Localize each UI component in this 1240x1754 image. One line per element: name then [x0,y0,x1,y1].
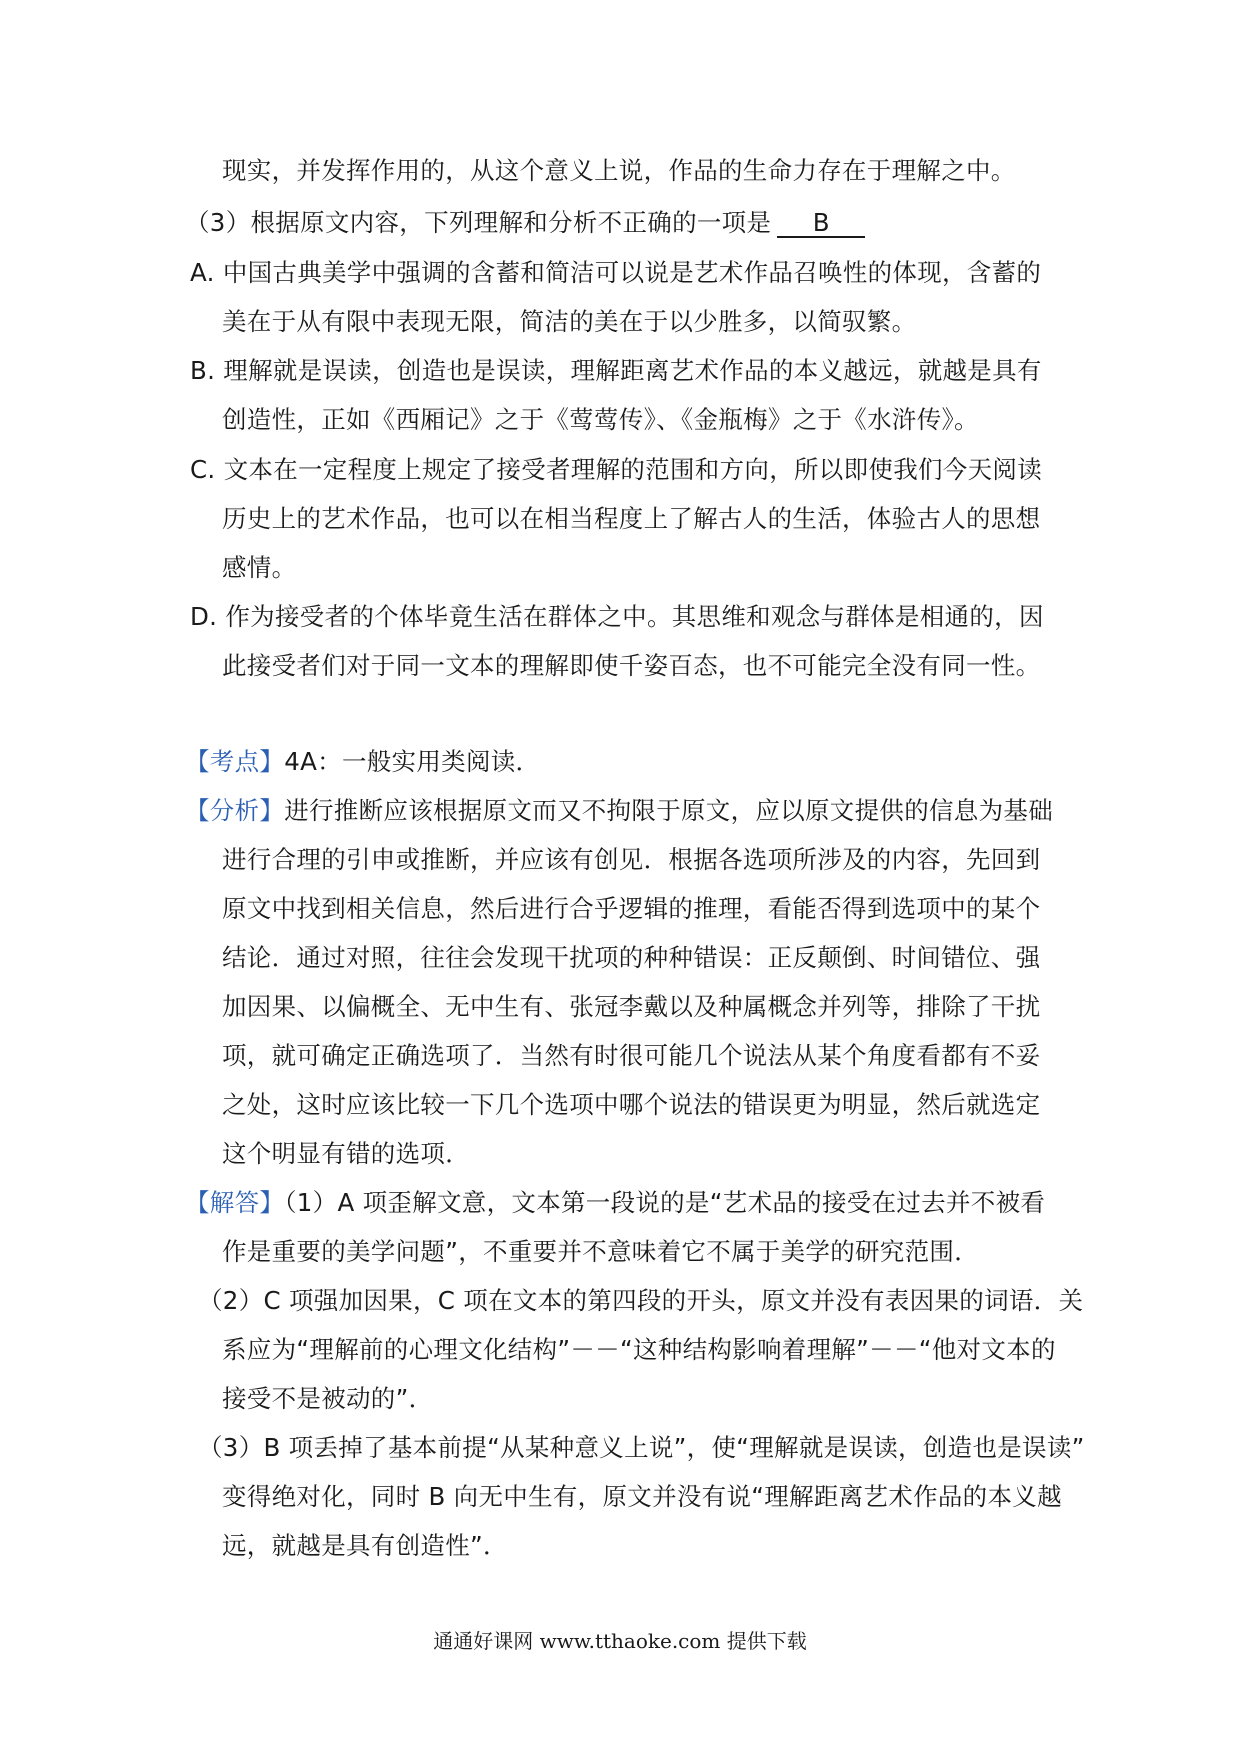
fenxi-line-7: 之处，这时应该比较一下几个选项中哪个说法的错误更为明显，然后就选定 [222,1090,1041,1119]
kaodian-section [185,746,540,778]
option-c-line-3: 感情。 [222,553,297,582]
option-b-text-1: 理解就是误读，创造也是误读，理解距离艺术作品的本义越远，就越是具有 [223,356,1042,385]
jieda-line-8: 远，就越是具有创造性”． [222,1531,508,1560]
jieda-line-3: （2）C 项强加因果，C 项在文本的第四段的开头，原文并没有表因果的词语．关 [198,1286,1084,1315]
kaodian-text: 4A：一般实用类阅读． [284,747,541,776]
jieda-line-7: 变得绝对化，同时 B 向无中生有，原文并没有说“理解距离艺术作品的本义越 [222,1482,1062,1511]
option-c-label: C. [190,455,216,484]
option-d-line-1 [190,601,1044,633]
jieda-line-2: 作是重要的美学问题”，不重要并不意味着它不属于美学的研究范围． [222,1237,979,1266]
option-a-line-2: 美在于从有限中表现无限，简洁的美在于以少胜多，以简驭繁。 [222,307,917,336]
kaodian-tag: 【考点】 [185,747,285,776]
jieda-line-4: 系应为“理解前的心理文化结构”－－“这种结构影响着理解”－－“他对文本的 [222,1335,1056,1364]
option-a-label: A. [190,258,215,287]
intro-line: 现实，并发挥作用的，从这个意义上说，作品的生命力存在于理解之中。 [222,156,1016,185]
fenxi-line-1 [185,795,1053,827]
option-c-line-2: 历史上的艺术作品，也可以在相当程度上了解古人的生活，体验古人的思想 [222,504,1041,533]
jieda-line-6: （3）B 项丢掉了基本前提“从某种意义上说”，使“理解就是误读，创造也是误读” [198,1433,1085,1462]
fenxi-line-2: 进行合理的引申或推断，并应该有创见．根据各选项所涉及的内容，先回到 [222,845,1041,874]
option-d-label: D. [190,602,218,631]
answer-blank: B [777,210,865,238]
fenxi-line-8: 这个明显有错的选项． [222,1139,470,1168]
fenxi-line-5: 加因果、以偏概全、无中生有、张冠李戴以及种属概念并列等，排除了干扰 [222,992,1041,1021]
question-3-text: （3）根据原文内容，下列理解和分析不正确的一项是 [185,208,772,237]
fenxi-line-3: 原文中找到相关信息，然后进行合乎逻辑的推理，看能否得到选项中的某个 [222,894,1041,923]
fenxi-line-6: 项，就可确定正确选项了．当然有时很可能几个说法从某个角度看都有不妥 [222,1041,1041,1070]
option-c-line-1 [190,454,1042,486]
jieda-line-5: 接受不是被动的”． [222,1384,434,1413]
option-b-line-1 [190,355,1042,387]
option-d-line-2: 此接受者们对于同一文本的理解即使千姿百态，也不可能完全没有同一性。 [222,651,1041,680]
option-a-text-1: 中国古典美学中强调的含蓄和简洁可以说是艺术作品召唤性的体现，含蓄的 [222,258,1042,287]
option-b-line-2: 创造性，正如《西厢记》之于《莺莺传》、《金瓶梅》之于《水浒传》。 [222,405,979,434]
jieda-tag: 【解答】 [185,1188,285,1217]
jieda-text-1: （1）A 项歪解文意，文本第一段说的是“艺术品的接受在过去并不被看 [284,1188,1046,1217]
page-footer: 通通好课网 www.tthaoke.com 提供下载 [433,1629,807,1653]
option-c-text-1: 文本在一定程度上规定了接受者理解的范围和方向，所以即使我们今天阅读 [223,455,1042,484]
fenxi-tag: 【分析】 [185,796,285,825]
jieda-line-1 [185,1187,1045,1219]
fenxi-line-4: 结论．通过对照，往往会发现干扰项的种种错误：正反颠倒、时间错位、强 [222,943,1041,972]
option-a-line-1 [190,257,1041,289]
question-3-stem [185,207,865,239]
fenxi-text-1: 进行推断应该根据原文而又不拘限于原文，应以原文提供的信息为基础 [284,796,1053,825]
option-b-label: B. [190,356,216,385]
option-d-text-1: 作为接受者的个体毕竟生活在群体之中。其思维和观念与群体是相通的，因 [225,602,1044,631]
